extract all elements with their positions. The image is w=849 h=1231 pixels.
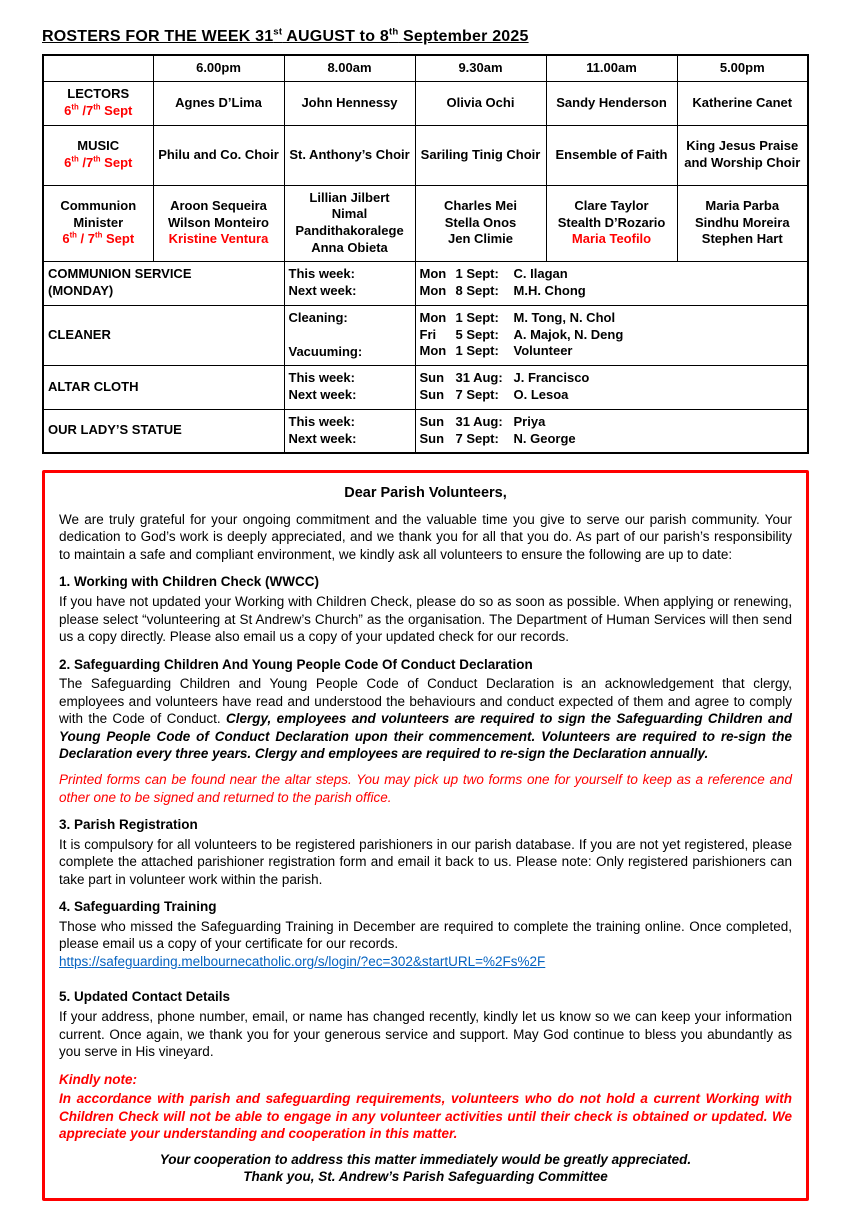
page-title: ROSTERS FOR THE WEEK 31st AUGUST to 8th September 2025 [42, 26, 529, 45]
service-middle [284, 409, 415, 453]
service-label: ALTAR CLOTH [43, 365, 284, 409]
section-parish-registration-heading: 3. Parish Registration [59, 817, 198, 833]
service-details [415, 305, 808, 365]
row-title: Communion Minister [60, 198, 137, 230]
corner-cell [43, 55, 153, 81]
service-details [415, 365, 808, 409]
middle-line: Next week: [288, 387, 357, 402]
middle-line: Vacuuming: [288, 343, 363, 359]
section-wwcc-heading: 1. Working with Children Check (WWCC) [59, 574, 320, 590]
detail-line: Mon 1 Sept: C. Ilagan [419, 266, 568, 282]
service-middle [284, 261, 415, 305]
middle-line: Next week: [288, 430, 357, 446]
closing-line-1: Your cooperation to address this matter immediately would be greatly appreciated. [159, 1151, 692, 1167]
lectors-row-label [43, 81, 153, 125]
middle-line: This week: [288, 370, 355, 386]
detail-line: Mon 8 Sept: M.H. Chong [419, 283, 586, 298]
section-contact-details-body: If your address, phone number, email, or name has changed recently, kindly let us know so we can keep your information current. Once again, we thank you for your generous service and support. May God continue to bless you abundantly as you serve in His vineyard. [59, 1008, 792, 1060]
section-safeguarding-training-heading: 4. Safeguarding Training [59, 899, 217, 915]
printed-forms-note: Printed forms can be found near the altar steps. You may pick up two forms one for yourself to keep as a reference and other one to be signed and returned to the parish office. [59, 771, 792, 805]
section-parish-registration-body: It is compulsory for all volunteers to be registered parishioners in our parish database. If you are not yet registered, please complete the attached parishioner registration form and email it back to us. Please note: Only registered parishioners can take part in volunteer work within the parish. [59, 836, 792, 887]
detail-line: Fri 5 Sept: A. Majok, N. Deng [419, 326, 624, 342]
kindly-note-heading: Kindly note: [59, 1071, 137, 1087]
middle-line: This week: [288, 414, 355, 430]
body-bold-italic: Clergy, employees and volunteers are required to sign the Safeguarding Children and Young People Code of Conduct Declaration upon their commencement. Volunteers are required to re-sign the Declaration every three years. Clergy and employees are required to re-sign the Declaration annually. [59, 711, 793, 762]
middle-line: Cleaning: [288, 309, 348, 325]
service-details [415, 261, 808, 305]
service-label: CLEANER [43, 305, 284, 365]
detail-line: Mon 1 Sept: Volunteer [419, 343, 573, 359]
roster-cell: Katherine Canet [677, 81, 808, 125]
roster-cell: St. Anthony’s Choir [284, 125, 415, 185]
roster-table [42, 54, 809, 454]
body-normal: The Safeguarding Children and Young People Code of Conduct Declaration is an acknowledgement that clergy, employees and volunteers have read and understood the behaviours and conduct expected of them and agree to comply with the Code of Conduct. [59, 676, 792, 727]
time-header-11am: 11.00am [546, 55, 677, 81]
roster-header-row [43, 55, 808, 81]
row-title: MUSIC [77, 138, 120, 154]
service-middle [284, 305, 415, 365]
volunteer-letter-box [42, 470, 809, 1201]
section-safeguarding-training-body: Those who missed the Safeguarding Training in December are required to complete the training online. Once completed, please email us a copy of your certificate for our records. [59, 918, 792, 952]
roster-cell: Agnes D’Lima [153, 81, 284, 125]
music-row-label [43, 125, 153, 185]
roster-cell: Ensemble of Faith [546, 125, 677, 185]
service-label: OUR LADY’S STATUE [43, 409, 284, 453]
roster-cell: Charles Mei Stella Onos Jen Climie [415, 185, 546, 261]
lectors-row [43, 81, 808, 125]
roster-cell: King Jesus Praise and Worship Choir [677, 125, 808, 185]
roster-cell: Olivia Ochi [415, 81, 546, 125]
detail-line: Sun 31 Aug: J. Francisco [419, 370, 590, 386]
roster-cell: Maria Parba Sindhu Moreira Stephen Hart [677, 185, 808, 261]
cleaner-row [43, 305, 808, 365]
kindly-note-body: In accordance with parish and safeguarding requirements, volunteers who do not hold a current Working with Children Check will not be able to engage in any volunteer activities until their check is obtained or updated. We appreciate your understanding and cooperation in this matter. [59, 1091, 792, 1142]
service-label: COMMUNION SERVICE (MONDAY) [43, 261, 284, 305]
safeguarding-training-link[interactable]: https://safeguarding.melbournecatholic.org/s/login/?ec=302&startURL=%2Fs%2F [59, 953, 546, 969]
music-row [43, 125, 808, 185]
roster-cell: Sariling Tinig Choir [415, 125, 546, 185]
row-date: 6th /7th Sept [64, 154, 133, 170]
altar-cloth-row [43, 365, 808, 409]
time-header-6pm: 6.00pm [153, 55, 284, 81]
service-details [415, 409, 808, 453]
spacer [289, 327, 411, 344]
service-middle [284, 365, 415, 409]
section-wwcc-body: If you have not updated your Working with Children Check, please do so as soon as possible. When applying or renewing, please select “volunteering at St Andrew’s Church” as the organisation. The Department of Human Services will then send us a copy directly. Please also email us a copy of your updated check for our records. [59, 594, 792, 645]
time-header-5pm: 5.00pm [677, 55, 808, 81]
middle-line: This week: [288, 266, 355, 282]
detail-line: Sun 7 Sept: O. Lesoa [419, 387, 569, 402]
letter-intro: We are truly grateful for your ongoing commitment and the valuable time you give to serve our parish community. Your dedication to God’s work is deeply appreciated, and we thank you for all that you do. As part of our parish’s responsibility to maintain a safe and compliant environment, we kindly ask all volunteers to ensure the following are up to date: [59, 511, 792, 562]
detail-line: Mon 1 Sept: M. Tong, N. Chol [419, 310, 616, 326]
detail-line: Sun 31 Aug: Priya [419, 414, 546, 430]
section-contact-details-heading: 5. Updated Contact Details [59, 989, 231, 1005]
roster-cell: Aroon Sequeira Wilson Monteiro Kristine Ventura [153, 185, 284, 261]
section-code-of-conduct-heading: 2. Safeguarding Children And Young People Code Of Conduct Declaration [59, 656, 533, 672]
communion-service-row [43, 261, 808, 305]
communion-minister-row-label [43, 185, 153, 261]
letter-heading: Dear Parish Volunteers, [344, 485, 507, 501]
roster-cell: Clare Taylor Stealth D’Rozario Maria Teofilo [546, 185, 677, 261]
time-header-930am: 9.30am [415, 55, 546, 81]
communion-minister-row [43, 185, 808, 261]
roster-cell: Philu and Co. Choir [153, 125, 284, 185]
time-header-8am: 8.00am [284, 55, 415, 81]
closing-line-2: Thank you, St. Andrew’s Parish Safeguarding Committee [243, 1169, 608, 1185]
roster-cell: Sandy Henderson [546, 81, 677, 125]
detail-line: Sun 7 Sept: N. George [419, 430, 576, 446]
row-title: LECTORS [67, 86, 130, 102]
row-date: 6th /7th Sept [64, 102, 133, 118]
section-code-of-conduct-body [59, 675, 792, 763]
our-ladys-statue-row [43, 409, 808, 453]
middle-line: Next week: [288, 283, 357, 298]
roster-cell: Lillian Jilbert Nimal Pandithakoralege Anna Obieta [284, 185, 415, 261]
row-date: 6th / 7th Sept [62, 230, 135, 247]
roster-cell: John Hennessy [284, 81, 415, 125]
